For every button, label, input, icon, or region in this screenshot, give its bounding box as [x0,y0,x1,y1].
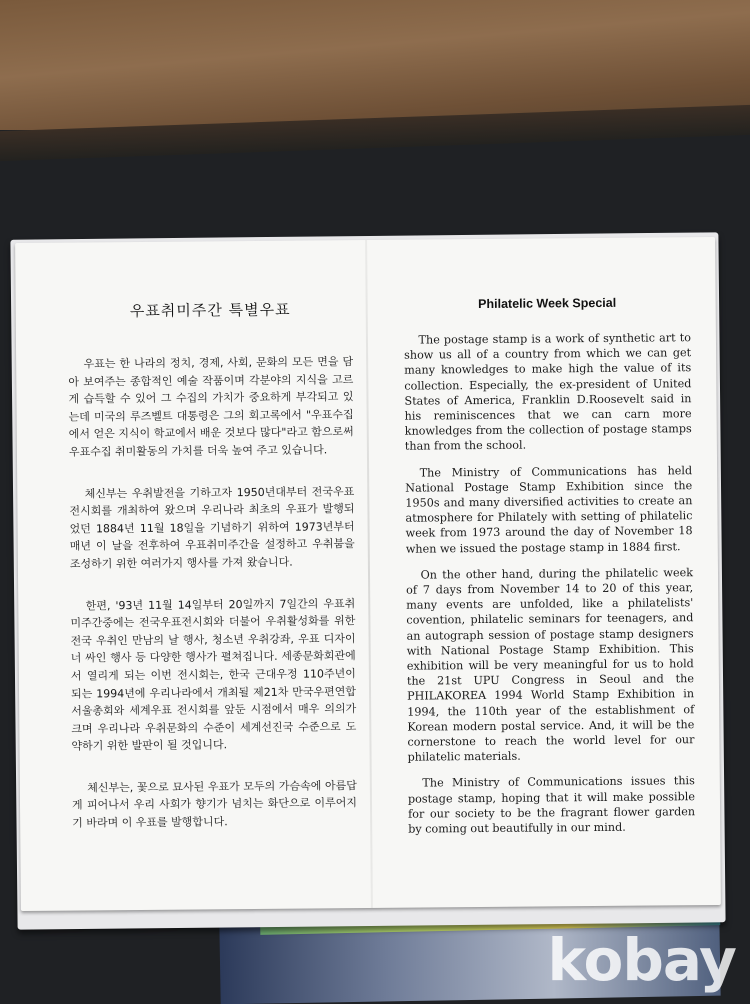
english-title: Philatelic Week Special [478,295,617,312]
korean-paragraph-2: 체신부는 우취발전을 기하고자 1950년대부터 전국우표전시회를 개최하여 왔으며 우리나라 최초의 우표가 발행되었던 1884년 11월 18일을 기념하기 위하여 1973년부터 매년 이 날을 전후하여 우표취미주간을 설정하고 우취붐을 조성하기 위한 여러가지 행사를 가져 왔습니다. [69,484,355,571]
korean-paragraph-1: 우표는 한 나라의 정치, 경제, 사회, 문화의 모든 면을 담아 보여주는 종합적인 예술 작품이며 각분야의 지식을 고르게 습득할 수 있어 그 수집의 가치가 중요하게 부각되고 있는데 미국의 루즈벨트 대통령은 그의 회고록에서 "우표수집에서 얻은 지식이 학교에서 배운 것보다 많다"라고 함으로써 우표수집 취미활동의 가치를 더욱 높여 주고 있습니다. [68,355,354,459]
brochure-page [15,237,721,911]
korean-paragraph-4: 체신부는, 꽃으로 묘사된 우표가 모두의 가슴속에 아름답게 피어나서 우리 사회가 향기가 넘치는 화단으로 이루어지기 바라며 이 우표를 발행합니다. [71,778,358,830]
korean-title: 우표취미주간 특별우표 [129,300,291,321]
english-paragraph-4: The Ministry of Communications issues this postage stamp, hoping that it will make possible for our society to be the fragrant flower garden by coming out beautifully in our mind. [407,774,696,836]
watermark-logo: kobay [547,926,736,994]
english-column [404,295,696,848]
english-paragraph-2: The Ministry of Communications has held National Postage Stamp Exhibition since the 1950s and many diversified activities to create an atmosphere for Philately with setting of philatelic week from 1973 around the day of November 18 when we issued the postage stamp in 1884 first. [405,463,693,556]
korean-paragraph-3: 한편, '93년 11월 14일부터 20일까지 7일간의 우표취미주간중에는 전국우표전시회와 더불어 우취활성화를 위한 전국 우취인 만남의 날 행사, 청소년 우취강좌, 우표 디자이너 싸인 행사 등 다양한 행사가 펼쳐집니다. 세종문화회관에서 열리게 되는 이번 전시회는, 한국 근대우정 110주년이 되는 1994년에 우리나라에서 개최될 제21차 만국우편연합 서울총회와 세계우표 전시회를 앞둔 시점에서 매우 의의가 크며 우리나라 우취문화의 수준이 세계선진국 수준으로 도약하기 위한 발판이 될 것입니다. [70,596,357,753]
english-paragraph-3: On the other hand, during the philatelic week of 7 days from November 14 to 20 of this year, many events are unfolded, like a philatelists' covention, philatelic seminars for teenagers, and an autograph session of postage stamp designers with National Postage Stamp Exhibition. This exhibition will be very meaningful for us to hold the 21st UPU Congress in Seoul and the PHILAKOREA 1994 World Stamp Exhibition in 1994, the 110th year of the establishment of Korean modern postal service. And, it will be the cornerstone to reach the world level for our philatelic materials. [406,566,695,764]
english-paragraph-1: The postage stamp is a work of synthetic art to show us all of a country from which we can get many knowledges to make high the value of its collection. Especially, the ex-president of United States of America, Franklin D.Roosevelt said in his reminiscences that we can carn more knowledges from the collection of postage stamps than from the school. [404,331,692,454]
page-fold-line [365,240,373,908]
korean-column [68,298,358,856]
